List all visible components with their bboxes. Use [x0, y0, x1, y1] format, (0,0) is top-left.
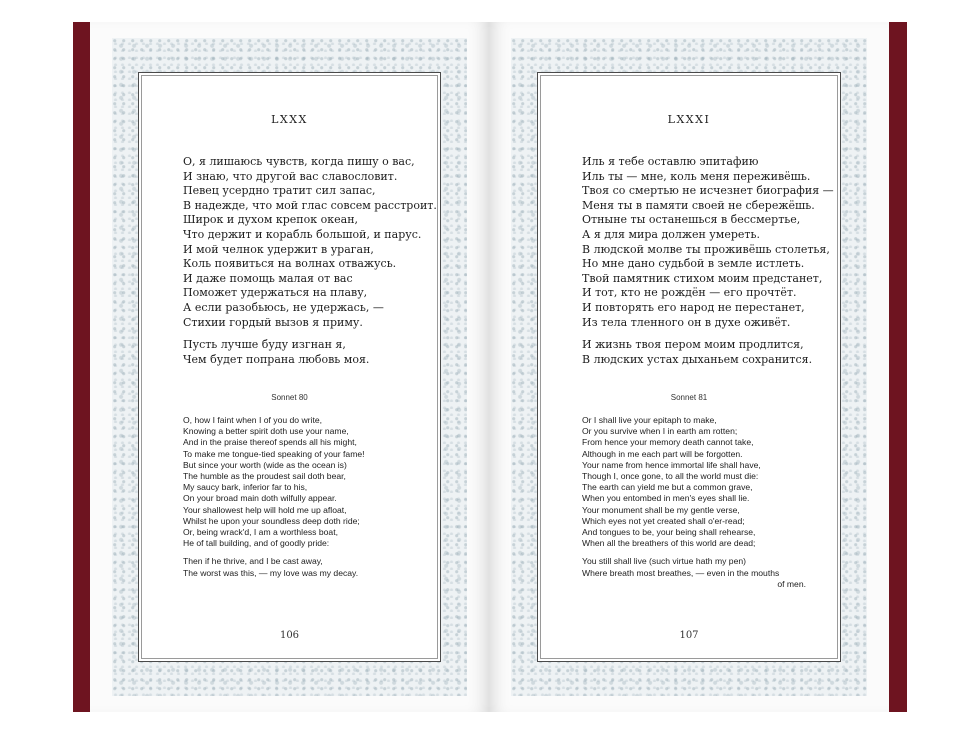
sonnet-title: Sonnet 81: [670, 393, 708, 402]
russian-translation: [183, 155, 437, 367]
verse-line: И даже помощь малая от вас: [183, 271, 353, 285]
verse-line: Or you survive when I in earth am rotten;: [582, 426, 738, 437]
verse-line: И тот, кто не рождён — его прочтёт.: [582, 286, 797, 300]
verse-line: But since your worth (wide as the ocean is): [183, 459, 347, 470]
couplet-line: Then if he thrive, and I be cast away,: [183, 556, 323, 567]
sonnet-numeral: LXXX: [271, 113, 308, 126]
sonnet-numeral: LXXXI: [667, 113, 711, 126]
text-frame: [537, 72, 841, 662]
russian-translation: [582, 155, 834, 367]
verse-line: He of tall building, and of goodly pride:: [183, 538, 330, 549]
verse-line: Or I shall live your epitaph to make,: [582, 415, 717, 425]
verse-line: Though I, once gone, to all the world must die:: [582, 471, 759, 482]
verse-line: Коль появиться на волнах отважусь.: [183, 257, 397, 271]
verse-line: When all the breathers of this world are dead;: [582, 538, 756, 549]
left-page: [90, 22, 489, 712]
verse-line: Your shallowest help will hold me up afloat,: [183, 504, 347, 515]
verse-line: Knowing a better spirit doth use your name,: [183, 426, 349, 437]
right-page: [489, 22, 889, 712]
verse-line: Из тела тленного он в духе оживёт.: [582, 315, 791, 329]
verse-line: О, я лишаюсь чувств, когда пишу о вас,: [183, 155, 415, 168]
couplet-line: Чем будет попрана любовь моя.: [183, 352, 370, 366]
verse-line: И повторять его народ не перестанет,: [582, 300, 805, 314]
couplet-line: The worst was this, — my love was my decay.: [183, 567, 359, 578]
verse-line: Which eyes not yet created shall o'er-read;: [582, 515, 745, 526]
verse-line: Стихии гордый вызов я приму.: [183, 315, 363, 329]
verse-line: On your broad main doth wilfully appear.: [183, 493, 337, 504]
verse-line: Отныне ты останешься в бессмертье,: [582, 213, 801, 227]
verse-line: And in the praise thereof spends all his might,: [183, 437, 357, 448]
text-frame: [138, 72, 441, 662]
verse-line: Но мне дано судьбой в земле истлеть.: [582, 257, 805, 271]
verse-line: From hence your memory death cannot take,: [582, 437, 754, 448]
verse-line: Whilst he upon your soundless deep doth ride;: [183, 515, 360, 526]
page-number: 107: [679, 630, 699, 641]
couplet-line: Where breath most breathes, — even in the mouths: [582, 567, 780, 578]
english-original: [183, 415, 430, 579]
verse-line: И мой челнок удержит в ураган,: [183, 242, 374, 256]
verse-line: В людской молве ты проживёшь столетья,: [582, 242, 830, 256]
verse-line: The humble as the proudest sail doth bear,: [183, 471, 346, 482]
verse-line: Поможет удержаться на плаву,: [183, 286, 368, 300]
verse-line: To make me tongue-tied speaking of your fame!: [183, 448, 365, 459]
verse-line: Что держит и корабль большой, и парус.: [183, 227, 422, 241]
verse-line: Певец усердно тратит сил запас,: [183, 184, 376, 198]
verse-line: My saucy bark, inferior far to his,: [183, 482, 308, 493]
verse-line: Широк и духом крепок океан,: [183, 213, 359, 227]
verse-line: The earth can yield me but a common grave,: [582, 482, 753, 493]
english-original: [582, 415, 830, 590]
verse-line: Твой памятник стихом моим предстанет,: [582, 271, 823, 285]
verse-line: Твоя со смертью не исчезнет биография —: [582, 184, 834, 198]
verse-line: Your name from hence immortal life shall have,: [582, 459, 761, 470]
verse-line: O, how I faint when I of you do write,: [183, 415, 323, 425]
verse-line: В надежде, что мой глас совсем расстроит.: [183, 198, 437, 212]
verse-line: А я для мира должен умереть.: [582, 227, 760, 241]
couplet-line: You still shall live (such virtue hath my pen): [582, 556, 746, 567]
verse-line: Меня ты в памяти своей не сбережёшь.: [582, 198, 815, 212]
verse-line: Иль я тебе оставлю эпитафию: [582, 155, 759, 168]
couplet-line: Пусть лучше буду изгнан я,: [183, 338, 346, 352]
verse-line: Your monument shall be my gentle verse,: [582, 504, 740, 515]
couplet-line: И жизнь твоя пером моим продлится,: [582, 338, 804, 352]
left-cover-edge: [73, 22, 91, 712]
couplet-line-continuation: of men.: [777, 578, 806, 589]
verse-line: А если разобьюсь, не удержась, —: [183, 300, 384, 314]
verse-line: Or, being wrack'd, I am a worthless boat,: [183, 527, 338, 538]
verse-line: When you entombed in men's eyes shall lie.: [582, 493, 750, 504]
page-number: 106: [279, 630, 300, 641]
verse-line: Although in me each part will be forgotten.: [582, 448, 743, 459]
right-cover-edge: [889, 22, 907, 712]
verse-line: И знаю, что другой вас славословит.: [183, 169, 398, 183]
sonnet-title: Sonnet 80: [271, 393, 308, 402]
verse-line: And tongues to be, your being shall rehearse,: [582, 527, 756, 538]
verse-line: Иль ты — мне, коль меня переживёшь.: [582, 169, 811, 183]
couplet-line: В людских устах дыханьем сохранится.: [582, 352, 813, 366]
